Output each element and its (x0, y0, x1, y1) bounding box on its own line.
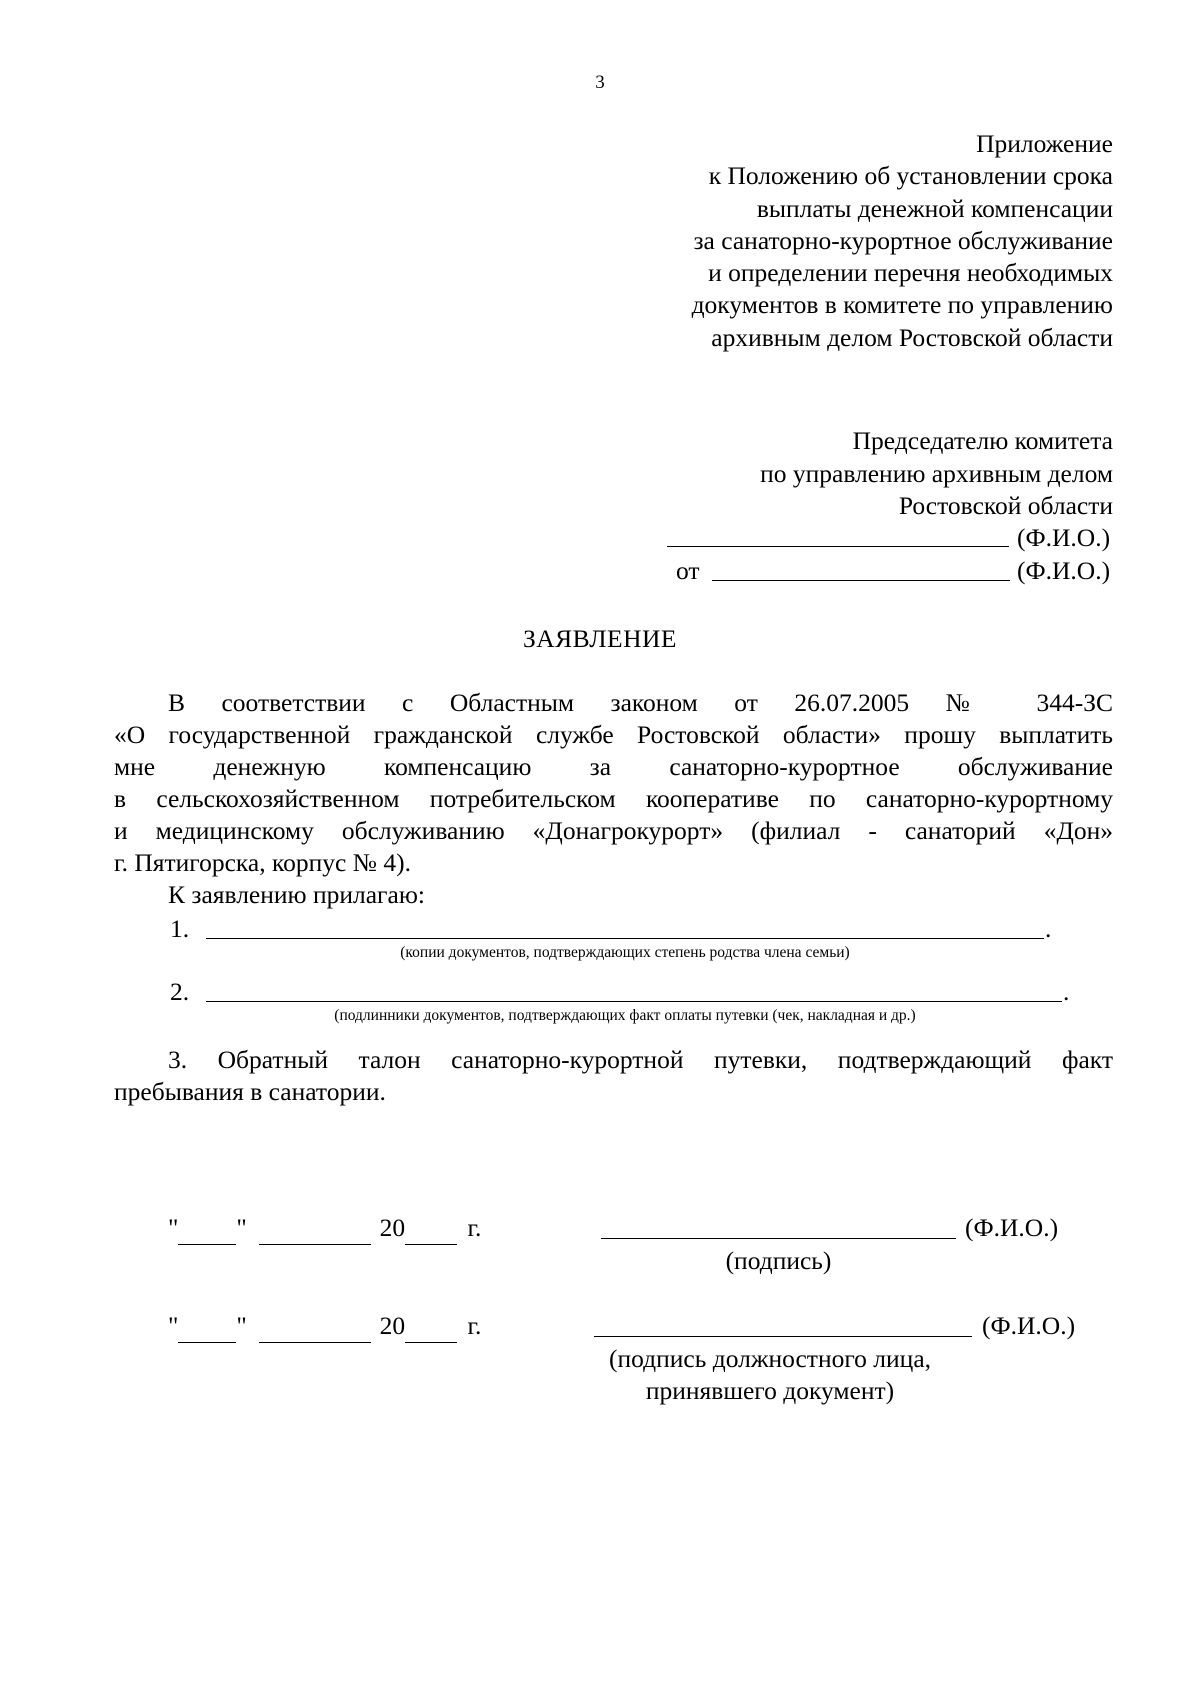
paragraph-line: г. Пятигорска, корпус № 4). (114, 848, 411, 877)
applicant-signature-caption: (подпись) (725, 1246, 832, 1275)
addressee-line: Ростовской области (898, 491, 1113, 520)
applicant-name-blank[interactable] (712, 580, 1010, 581)
applicant-signature-blank[interactable] (601, 1238, 956, 1239)
appendix-line: документов в комитете по управлению (691, 290, 1113, 320)
appendix-line: Приложение (976, 129, 1113, 158)
addressee-fio-label: (Ф.И.О.) (1017, 523, 1111, 552)
appendix-line: выплаты денежной компенсации (756, 193, 1113, 223)
date-year-prefix: 20 (379, 1311, 406, 1340)
appendix-line: архивным делом Ростовской области (711, 322, 1113, 352)
attachment-item-1-blank[interactable] (206, 938, 1044, 939)
applicant-signature-fio-label: (Ф.И.О.) (965, 1213, 1059, 1242)
date-year-blank[interactable] (405, 1310, 457, 1343)
addressee-line: Председателю комитета (852, 426, 1113, 455)
paragraph-line: «О государственной гражданской службе Ростовской области» прошу выплатить (114, 720, 1113, 749)
appendix-line: к Положению об установлении срока (708, 161, 1113, 191)
document-title: ЗАЯВЛЕНИЕ (522, 624, 677, 653)
attachment-item-2-blank[interactable] (206, 1001, 1062, 1002)
appendix-line: за санаторно-курортное обслуживание (693, 225, 1113, 255)
paragraph-line: мне денежную компенсацию за санаторно-курортное обслуживание (114, 752, 1113, 781)
paragraph-line: В соответствии с Областным законом от 26.07.2005 № 344-ЗС (168, 688, 1113, 717)
signature-row-applicant (168, 1212, 481, 1245)
paragraph-line: и медицинскому обслуживанию «Донагрокурорт» (филиал - санаторий «Дон» (114, 816, 1113, 845)
official-signature-blank[interactable] (594, 1336, 972, 1337)
date-year-suffix: г. (467, 1311, 482, 1340)
date-quote-open: " (168, 1213, 179, 1242)
attachments-intro: К заявлению прилагаю: (168, 880, 425, 909)
addressee-line: по управлению архивным делом (760, 458, 1113, 488)
attachment-item-2-hint: (подлинники документов, подтверждающих факт оплаты путевки (чек, накладная и др.) (334, 1007, 916, 1024)
date-day-blank[interactable] (178, 1310, 236, 1343)
appendix-line: и определении перечня необходимых (708, 258, 1113, 288)
date-year-prefix: 20 (379, 1213, 406, 1242)
official-signature-caption-line: (подпись должностного лица, (608, 1344, 932, 1373)
attachment-item-3-line: пребывания в санатории. (114, 1077, 386, 1106)
signature-row-official (168, 1310, 481, 1343)
attachment-item-1-number: 1. (170, 914, 190, 943)
paragraph-line: в сельскохозяйственном потребительском кооперативе по санаторно-курортному (114, 784, 1113, 813)
attachment-item-3-line: 3. Обратный талон санаторно-курортной путевки, подтверждающий факт (168, 1045, 1113, 1074)
official-signature-fio-label: (Ф.И.О.) (982, 1311, 1076, 1340)
date-month-blank[interactable] (259, 1310, 371, 1343)
date-quote-close: " (236, 1311, 247, 1340)
from-label: от (676, 556, 700, 585)
attachment-item-1-end: . (1045, 914, 1052, 943)
attachment-item-2-number: 2. (170, 977, 190, 1006)
page-number: 3 (595, 72, 605, 93)
attachment-item-1-hint: (копии документов, подтверждающих степень родства члена семьи) (400, 944, 850, 961)
date-month-blank[interactable] (259, 1212, 371, 1245)
date-day-blank[interactable] (178, 1212, 236, 1245)
appendix-header (692, 128, 1113, 354)
date-quote-open: " (168, 1311, 179, 1340)
addressee-name-blank[interactable] (667, 546, 1009, 547)
date-quote-close: " (236, 1213, 247, 1242)
attachment-item-2-end: . (1063, 977, 1070, 1006)
from-fio-label: (Ф.И.О.) (1017, 556, 1111, 585)
date-year-blank[interactable] (405, 1212, 457, 1245)
official-signature-caption-line: принявшего документ) (645, 1376, 895, 1405)
addressee-block (760, 425, 1113, 523)
date-year-suffix: г. (467, 1213, 482, 1242)
